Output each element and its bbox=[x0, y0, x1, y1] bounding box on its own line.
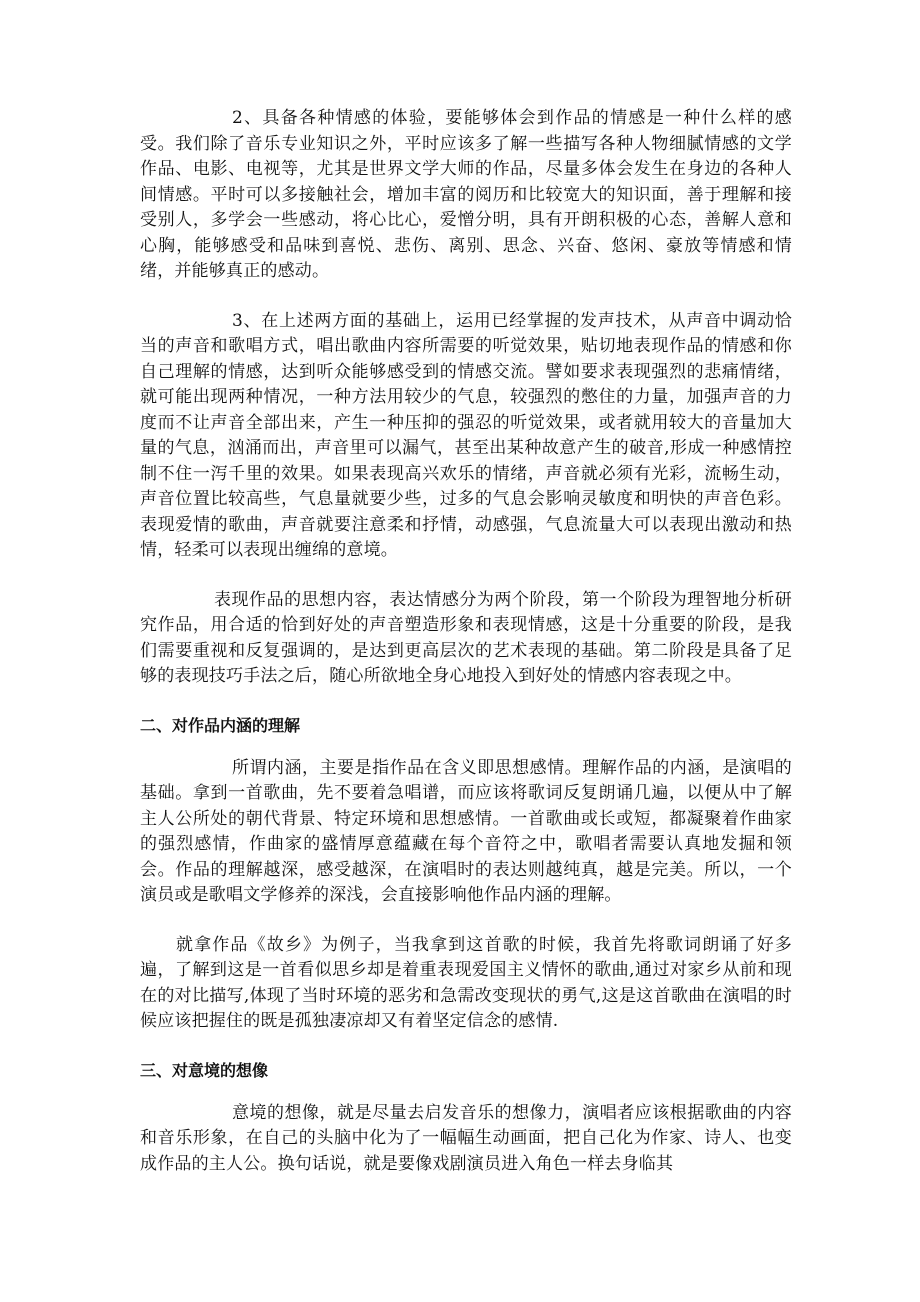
paragraph-vocal-technique: 3、在上述两方面的基础上，运用已经掌握的发声技术，从声音中调动恰当的声音和歌唱方式，唱出歌曲内容所需要的听觉效果，贴切地表现作品的情感和你自己理解的情感，达到听众能够感受到的情感交流。譬如要求表现强烈的悲痛情绪，就可能出现两种情况，一种方法用较少的气息，较强烈的憋住的力量，加强声音的力度而不让声音全部出来，产生一种压抑的强忍的听觉效果，或者就用较大的音量加大量的气息，汹涌而出，声音里可以漏气，甚至出某种故意产生的破音,形成一种感情控制不住一泻千里的效果。如果表现高兴欢乐的情绪，声音就必须有光彩，流畅生动，声音位置比较高些，气息量就要少些，过多的气息会影响灵敏度和明快的声音色彩。表现爱情的歌曲，声音就要注意柔和抒情，动感强，气息流量大可以表现出激动和热情，轻柔可以表现出缠绵的意境。 bbox=[140, 310, 792, 560]
paragraph-spacer bbox=[140, 285, 792, 309]
paragraph-spacer bbox=[140, 909, 792, 933]
paragraph-two-stages: 表现作品的思想内容，表达情感分为两个阶段，第一个阶段为理智地分析研究作品，用合适的恰到好处的声音塑造形象和表现情感，这是十分重要的阶段，是我们需要重视和反复强调的，是达到更高层次的艺术表现的基础。第二阶段是具备了足够的表现技巧手法之后，随心所欲地全身心地投入到好处的情感内容表现之中。 bbox=[140, 589, 792, 686]
paragraph-spacer bbox=[140, 564, 792, 588]
document-page bbox=[140, 106, 792, 1177]
paragraph-imagination: 意境的想像，就是尽量去启发音乐的想像力，演唱者应该根据歌曲的内容和音乐形象，在自己的头脑中化为了一幅幅生动画面，把自己化为作家、诗人、也变成作品的主人公。换句话说，就是要像戏剧演员进入角色一样去身临其 bbox=[140, 1102, 792, 1174]
paragraph-spacer bbox=[140, 690, 792, 714]
paragraph-emotional-experience: 2、具备各种情感的体验，要能够体会到作品的情感是一种什么样的感受。我们除了音乐专业知识之外，平时应该多了解一些描写各种人物细腻情感的文学作品、电影、电视等，尤其是世界文学大师的作品，尽量多体会发生在身边的各种人间情感。平时可以多接触社会，增加丰富的阅历和比较宽大的知识面，善于理解和接受别人，多学会一些感动，将心比心，爱憎分明，具有开朗积极的心态，善解人意和心胸，能够感受和品味到喜悦、悲伤、离别、思念、兴奋、悠闲、豪放等情感和情绪，并能够真正的感动。 bbox=[140, 108, 792, 281]
section-heading-imagination: 三、对意境的想像 bbox=[140, 1060, 269, 1080]
paragraph-spacer bbox=[140, 1035, 792, 1059]
paragraph-spacer bbox=[140, 738, 792, 756]
paragraph-hometown-example: 就拿作品《故乡》为例子，当我拿到这首歌的时候，我首先将歌词朗诵了好多遍，了解到这是一首看似思乡却是着重表现爱国主义情怀的歌曲,通过对家乡从前和现在的对比描写,体现了当时环境的恶劣和急需改变现状的勇气,这是这首歌曲在演唱的时候应该把握住的既是孤独凄凉却又有着坚定信念的感情. bbox=[140, 934, 792, 1031]
paragraph-connotation: 所谓内涵，主要是指作品在含义即思想感情。理解作品的内涵，是演唱的基础。拿到一首歌曲，先不要着急唱谱，而应该将歌词反复朗诵几遍，以便从中了解主人公所处的朝代背景、特定环境和思想感情。一首歌曲或长或短，都凝聚着作曲家的强烈感情，作曲家的盛情厚意蕴藏在每个音符之中，歌唱者需要认真地发掘和领会。作品的理解越深，感受越深，在演唱时的表达则越纯真，越是完美。所以，一个演员或是歌唱文学修养的深浅，会直接影响他作品内涵的理解。 bbox=[140, 757, 792, 905]
paragraph-spacer bbox=[140, 1083, 792, 1101]
section-heading-connotation: 二、对作品内涵的理解 bbox=[140, 715, 301, 735]
